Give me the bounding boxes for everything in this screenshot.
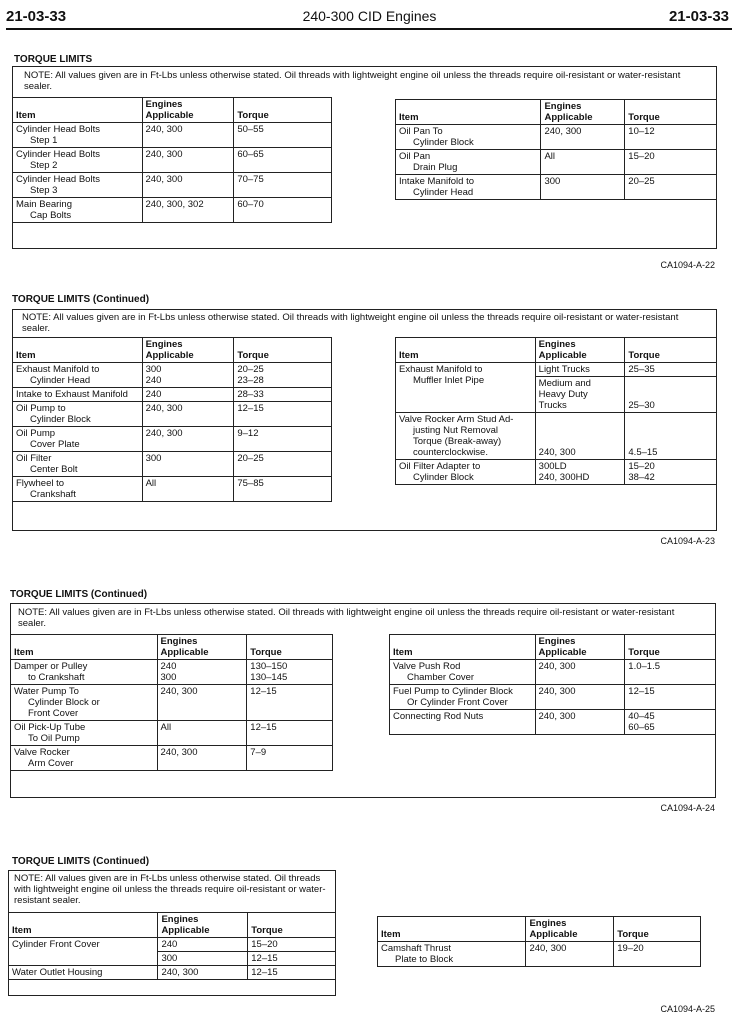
figure-reference: CA1094-A-24 [660, 803, 715, 813]
col-engines: Engines Applicable [526, 917, 614, 942]
note-text: NOTE: All values given are in Ft-Lbs unless otherwise stated. Oil threads with lightweight engine oil unless the threads require oil-resistant or water-resistant sealer. [18, 607, 675, 629]
torque-table-left [8, 912, 336, 980]
table-row: Medium and Heavy Duty Trucks 25–30 [396, 377, 717, 413]
torque-table-right [377, 916, 701, 967]
col-item: Item [11, 635, 158, 660]
col-torque: Torque [247, 635, 333, 660]
table-row: Exhaust Manifold to Cylinder Head 300 240 20–25 23–28 [13, 363, 332, 388]
table-row: Connecting Rod Nuts 240, 300 40–45 60–65 [390, 710, 716, 735]
torque-table-left [12, 97, 332, 223]
table-row: Oil Pump Cover Plate 240, 300 9–12 [13, 427, 332, 452]
page-number-left: 21-03-33 [6, 8, 67, 25]
table-row: Camshaft Thrust Plate to Block 240, 300 19–20 [378, 942, 701, 967]
note-text: NOTE: All values given are in Ft-Lbs unless otherwise stated. Oil threads with lightweight engine oil unless the threads require oil-resistant or water-resistant sealer. [22, 312, 679, 334]
torque-table-right [395, 99, 717, 200]
table-row: Flywheel to Crankshaft All 75–85 [13, 477, 332, 502]
header-rule [6, 28, 732, 30]
table-row: Valve Rocker Arm Stud Ad- justing Nut Removal Torque (Break-away) counterclockwise. 240, 300 4.5–15 [396, 413, 717, 460]
table-row: Water Pump To Cylinder Block or Front Cover 240, 300 12–15 [11, 685, 333, 721]
col-item: Item [396, 338, 536, 363]
table-row: Cylinder Front Cover 240 15–20 [9, 938, 336, 952]
page-title: 240-300 CID Engines [302, 8, 437, 24]
torque-table-right [395, 337, 717, 485]
note-text: NOTE: All values given are in Ft-Lbs unless otherwise stated. Oil threads with lightweight engine oil unless the threads require oil-resistant or water-resistant sealer. [14, 873, 326, 906]
table-row: Valve Push Rod Chamber Cover 240, 300 1.0–1.5 [390, 660, 716, 685]
figure-reference: CA1094-A-23 [660, 536, 715, 546]
section-title: TORQUE LIMITS (Continued) [12, 856, 150, 867]
table-row: Intake to Exhaust Manifold 240 28–33 [13, 388, 332, 402]
table-row: Cylinder Head Bolts Step 2 240, 300 60–65 [13, 148, 332, 173]
torque-table-left [12, 337, 332, 502]
col-engines: Engines Applicable [541, 100, 625, 125]
col-torque: Torque [625, 100, 717, 125]
table-row: Oil Pan To Cylinder Block 240, 300 10–12 [396, 125, 717, 150]
col-engines: Engines Applicable [157, 635, 247, 660]
table-row: 300 12–15 [9, 952, 336, 966]
col-item: Item [13, 98, 143, 123]
col-torque: Torque [234, 98, 332, 123]
col-torque: Torque [248, 913, 336, 938]
table-row: Oil Pick-Up Tube To Oil Pump All 12–15 [11, 721, 333, 746]
col-engines: Engines Applicable [142, 338, 234, 363]
col-item: Item [390, 635, 536, 660]
col-torque: Torque [625, 635, 716, 660]
col-item: Item [396, 100, 541, 125]
table-row: Cylinder Head Bolts Step 3 240, 300 70–75 [13, 173, 332, 198]
table-row: Main Bearing Cap Bolts 240, 300, 302 60–70 [13, 198, 332, 223]
figure-reference: CA1094-A-25 [660, 1004, 715, 1014]
note-text: NOTE: All values given are in Ft-Lbs unless otherwise stated. Oil threads with lightweight engine oil unless the threads require oil-resistant or water-resistant sealer. [24, 70, 681, 92]
table-row: Water Outlet Housing 240, 300 12–15 [9, 966, 336, 980]
col-engines: Engines Applicable [535, 635, 625, 660]
torque-table-right [389, 634, 716, 735]
table-row: Oil Filter Center Bolt 300 20–25 [13, 452, 332, 477]
col-engines: Engines Applicable [142, 98, 234, 123]
table-row: Oil Filter Adapter to Cylinder Block 300LD 240, 300HD 15–20 38–42 [396, 460, 717, 485]
col-item: Item [378, 917, 526, 942]
section-title: TORQUE LIMITS [14, 54, 93, 65]
col-item: Item [13, 338, 143, 363]
table-row: Oil Pump to Cylinder Block 240, 300 12–15 [13, 402, 332, 427]
col-torque: Torque [234, 338, 332, 363]
col-engines: Engines Applicable [158, 913, 248, 938]
table-row: Cylinder Head Bolts Step 1 240, 300 50–55 [13, 123, 332, 148]
table-row: Damper or Pulley to Crankshaft 240 300 130–150 130–145 [11, 660, 333, 685]
col-engines: Engines Applicable [535, 338, 625, 363]
section-title: TORQUE LIMITS (Continued) [10, 589, 148, 600]
table-row: Valve Rocker Arm Cover 240, 300 7–9 [11, 746, 333, 771]
col-torque: Torque [614, 917, 701, 942]
table-row: Intake Manifold to Cylinder Head 300 20–25 [396, 175, 717, 200]
table-row: Fuel Pump to Cylinder Block Or Cylinder Front Cover 240, 300 12–15 [390, 685, 716, 710]
section-title: TORQUE LIMITS (Continued) [12, 294, 150, 305]
page-number-right: 21-03-33 [668, 8, 729, 25]
figure-reference: CA1094-A-22 [660, 260, 715, 270]
col-torque: Torque [625, 338, 717, 363]
table-row: Oil Pan Drain Plug All 15–20 [396, 150, 717, 175]
table-row: Exhaust Manifold to Muffler Inlet Pipe Light Trucks 25–35 [396, 363, 717, 377]
col-item: Item [9, 913, 158, 938]
torque-table-left [10, 634, 333, 771]
